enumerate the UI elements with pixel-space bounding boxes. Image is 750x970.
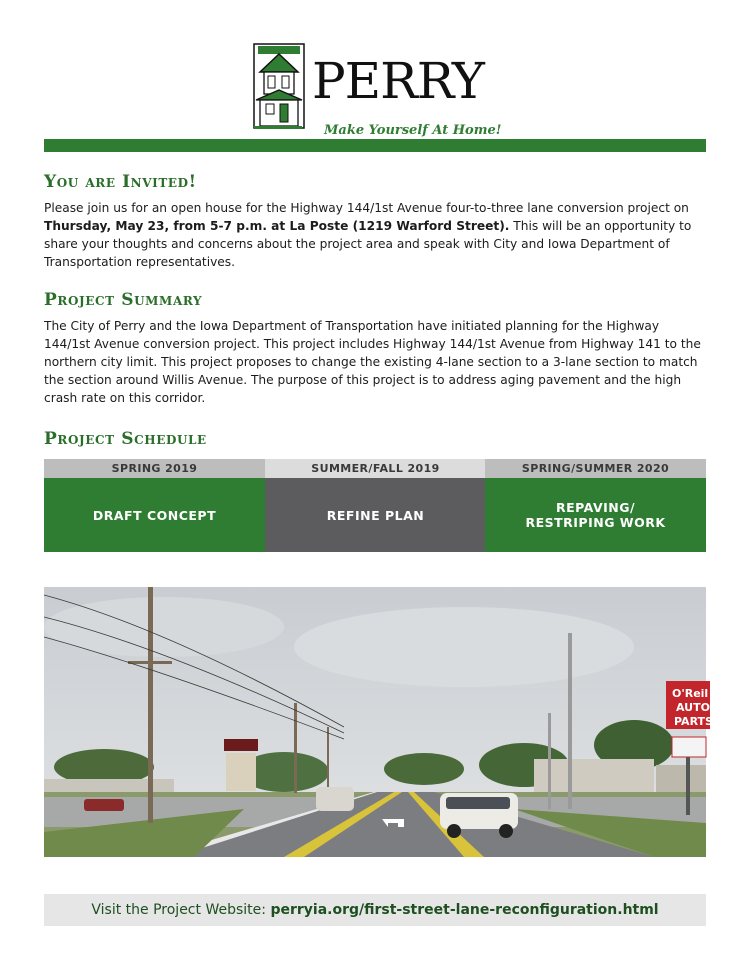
schedule-table [44, 459, 706, 552]
phase-task: REPAVING/ RESTRIPING WORK [485, 478, 706, 552]
phase-period: SUMMER/FALL 2019 [265, 459, 486, 478]
oreilly-sign-text-1: O'Reil [672, 687, 709, 700]
summary-paragraph: The City of Perry and the Iowa Department of Transportation have initiated planning for the Highway 144/1st Avenue conversion project. This project includes Highway 144/1st Avenue from Highway 141 to the northern city limit. This project proposes to change the existing 4-lane section to a 3-lane section to match the section around Willis Avenue. The purpose of this project is to address aging pavement and the high crash rate on this corridor. [44, 319, 701, 405]
logo-tagline: Make Yourself At Home! [324, 123, 502, 138]
invite-text-2: This will be an opportunity to share your thoughts and concerns about the project area and speak with City and Iowa Department of Transportation representatives. [44, 219, 692, 269]
perry-logo [252, 42, 502, 138]
header-divider [44, 139, 706, 152]
street-rendering-image [44, 587, 713, 857]
oreilly-sign-text-2: AUTO [676, 701, 710, 714]
phase-task: REFINE PLAN [265, 478, 486, 552]
house-logo-icon [252, 42, 502, 138]
invite-text-1: Please join us for an open house for the Highway 144/1st Avenue four-to-three lane conversion project on [44, 201, 689, 215]
schedule-heading: Project Schedule [44, 429, 207, 449]
phase-period: SPRING/SUMMER 2020 [485, 459, 706, 478]
schedule-phase-3 [485, 459, 706, 552]
phase-period: SPRING 2019 [44, 459, 265, 478]
schedule-phase-1 [44, 459, 265, 552]
invite-event-details: Thursday, May 23, from 5-7 p.m. at La Poste (1219 Warford Street). [44, 219, 510, 233]
invite-paragraph [44, 199, 708, 271]
project-website-link[interactable]: perryia.org/first-street-lane-reconfiguration.html [270, 902, 659, 918]
invite-heading: You are Invited! [44, 172, 197, 192]
summary-heading: Project Summary [44, 290, 203, 310]
footer-prefix: Visit the Project Website: [91, 902, 271, 918]
schedule-phase-2 [265, 459, 486, 552]
logo-wordmark: PERRY [312, 52, 484, 110]
oreilly-sign-text-3: PARTS [674, 715, 713, 728]
phase-task: DRAFT CONCEPT [44, 478, 265, 552]
website-footer [44, 894, 706, 926]
